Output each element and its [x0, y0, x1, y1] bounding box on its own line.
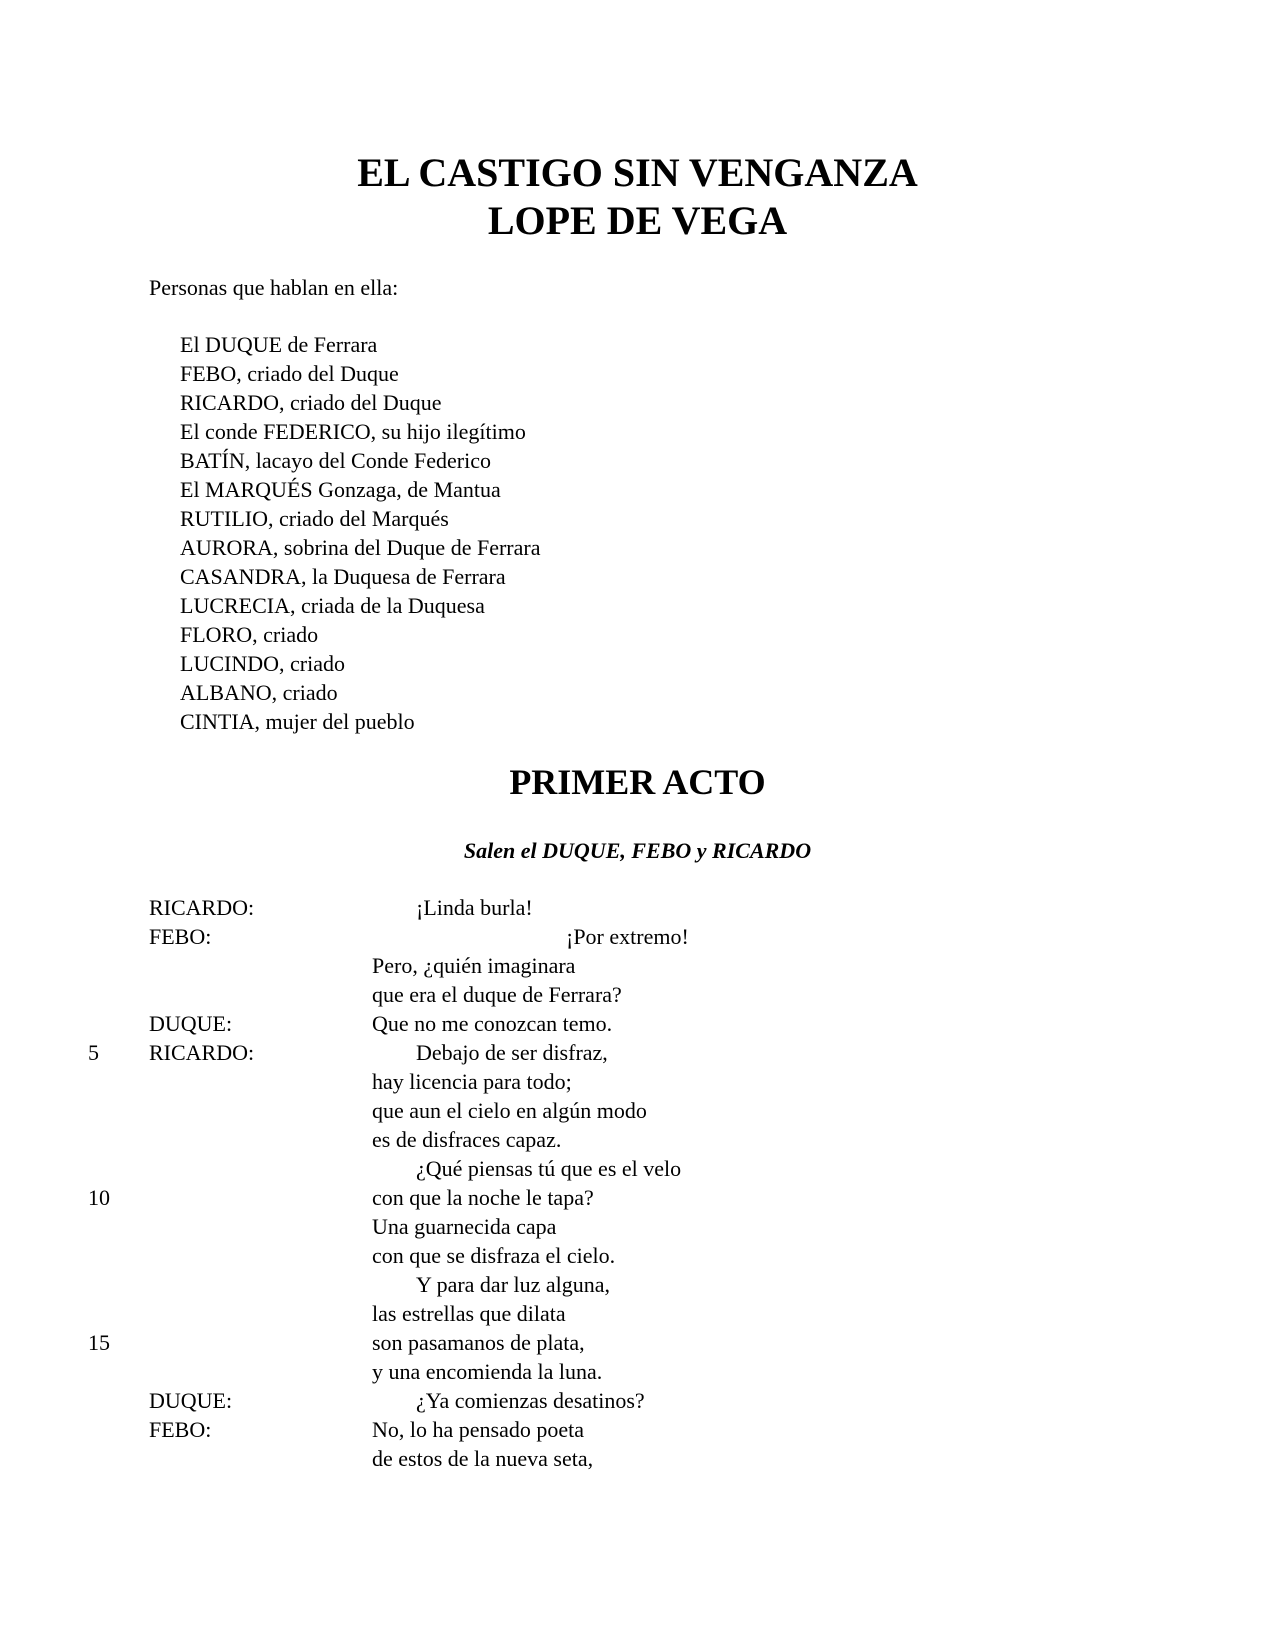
cast-intro: Personas que hablan en ella:: [149, 275, 399, 300]
verse-line: [0, 1357, 1275, 1386]
verse-line: [0, 980, 1275, 1009]
cast-member: El conde FEDERICO, su hijo ilegítimo: [180, 419, 526, 444]
cast-member: FEBO, criado del Duque: [180, 361, 399, 386]
speaker-name: FEBO:: [149, 924, 212, 949]
verse-text: que era el duque de Ferrara?: [372, 982, 622, 1007]
verse-line: [0, 1067, 1275, 1096]
verse-line: [0, 893, 1275, 922]
verse-line: [0, 1270, 1275, 1299]
speaker-name: DUQUE:: [149, 1011, 233, 1036]
cast-member: CASANDRA, la Duquesa de Ferrara: [180, 564, 506, 589]
verse-number: 15: [88, 1330, 110, 1355]
verse-text: las estrellas que dilata: [372, 1301, 566, 1326]
verse-text: ¿Qué piensas tú que es el velo: [416, 1156, 682, 1181]
verse-text: con que se disfraza el cielo.: [372, 1243, 616, 1268]
cast-member: BATÍN, lacayo del Conde Federico: [180, 448, 491, 473]
cast-member: RUTILIO, criado del Marqués: [180, 506, 449, 531]
cast-member: CINTIA, mujer del pueblo: [180, 709, 415, 734]
speaker-name: RICARDO:: [149, 1040, 255, 1065]
verse-line: [0, 1444, 1275, 1473]
verse-text: y una encomienda la luna.: [372, 1359, 603, 1384]
stage-direction: Salen el DUQUE, FEBO y RICARDO: [463, 838, 812, 863]
act-title: PRIMER ACTO: [509, 762, 766, 802]
verse-text: ¡Por extremo!: [566, 924, 689, 949]
verse-line: [0, 1125, 1275, 1154]
verse-line: [0, 1154, 1275, 1183]
verse-line: [0, 1096, 1275, 1125]
verse-text: No, lo ha pensado poeta: [372, 1417, 584, 1442]
verse-number: 10: [88, 1185, 110, 1210]
verse-text: Que no me conozcan temo.: [372, 1011, 613, 1036]
cast-member: LUCRECIA, criada de la Duquesa: [180, 593, 485, 618]
verse-text: Pero, ¿quién imaginara: [372, 953, 576, 978]
verse-text: ¡Linda burla!: [416, 895, 533, 920]
verse-block: [0, 893, 1275, 1473]
verse-line: [0, 1299, 1275, 1328]
speaker-name: RICARDO:: [149, 895, 255, 920]
cast-member: LUCINDO, criado: [180, 651, 345, 676]
verse-line: [0, 1038, 1275, 1067]
verse-line: [0, 1009, 1275, 1038]
verse-text: que aun el cielo en algún modo: [372, 1098, 647, 1123]
verse-text: ¿Ya comienzas desatinos?: [416, 1388, 645, 1413]
cast-member: AURORA, sobrina del Duque de Ferrara: [180, 535, 541, 560]
verse-text: de estos de la nueva seta,: [372, 1446, 594, 1471]
cast-member: FLORO, criado: [180, 622, 319, 647]
verse-text: Una guarnecida capa: [372, 1214, 557, 1239]
verse-line: [0, 1328, 1275, 1357]
verse-line: [0, 1415, 1275, 1444]
verse-line: [0, 1386, 1275, 1415]
speaker-name: DUQUE:: [149, 1388, 233, 1413]
verse-text: Debajo de ser disfraz,: [416, 1040, 608, 1065]
verse-line: [0, 951, 1275, 980]
speaker-name: FEBO:: [149, 1417, 212, 1442]
verse-line: [0, 1241, 1275, 1270]
verse-text: con que la noche le tapa?: [372, 1185, 594, 1210]
verse-line: [0, 922, 1275, 951]
verse-text: es de disfraces capaz.: [372, 1127, 562, 1152]
play-title: EL CASTIGO SIN VENGANZA: [357, 150, 918, 195]
cast-member: El MARQUÉS Gonzaga, de Mantua: [180, 477, 501, 502]
verse-line: [0, 1183, 1275, 1212]
cast-member: El DUQUE de Ferrara: [180, 332, 378, 357]
verse-text: son pasamanos de plata,: [372, 1330, 585, 1355]
play-author: LOPE DE VEGA: [487, 198, 788, 243]
verse-text: hay licencia para todo;: [372, 1069, 572, 1094]
cast-member: ALBANO, criado: [180, 680, 338, 705]
verse-number: 5: [88, 1040, 99, 1065]
verse-line: [0, 1212, 1275, 1241]
cast-list: [180, 330, 540, 736]
cast-member: RICARDO, criado del Duque: [180, 390, 442, 415]
verse-text: Y para dar luz alguna,: [416, 1272, 611, 1297]
